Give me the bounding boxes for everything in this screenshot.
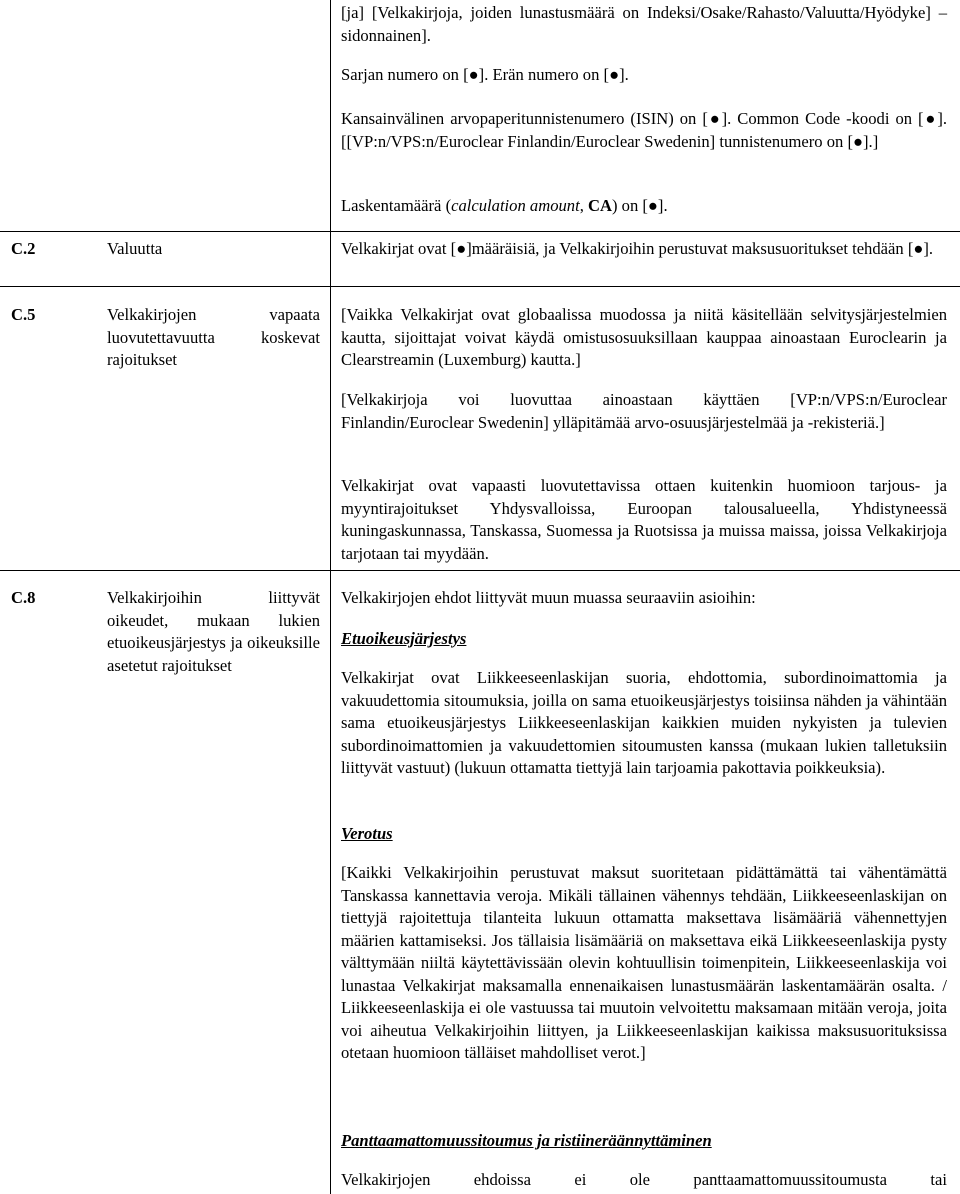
row-divider-c8	[0, 570, 330, 571]
section-label-c5: Velkakirjojen vapaata luovutettavuutta koskevat rajoitukset	[107, 305, 320, 369]
ca-prefix: Laskentamäärä (	[341, 196, 452, 215]
series-text: Sarjan numero on [●]. Erän numero on [●].	[341, 65, 629, 84]
transfer-clearing-text: [Vaikka Velkakirjat ovat globaalissa muodossa ja niitä käsitellään selvitysjärjestelmien kautta, sijoittajat voivat käydä omistusosuuksillaan kauppaa ainoastaan Euroclearin ja Clearstreamin (Luxemburg) kautta.]	[341, 305, 947, 369]
row-divider-c5-right	[330, 286, 960, 287]
ca-mid: ,	[579, 196, 588, 215]
heading-ranking: Etuoikeusjärjestys	[341, 629, 467, 648]
negative-pledge-text: Velkakirjojen ehdoissa ei ole panttaamattomuussitoumusta tai	[341, 1170, 947, 1189]
calculation-amount-text	[341, 195, 947, 218]
section-number-c5: C.5	[11, 305, 36, 324]
ca-bold: CA	[588, 196, 612, 215]
column-divider	[330, 0, 331, 1194]
section-number-c2: C.2	[11, 239, 36, 258]
section-number-c8: C.8	[11, 588, 36, 607]
taxation-text: [Kaikki Velkakirjoihin perustuvat maksut suoritetaan pidättämättä tai vähentämättä Tanskassa kannettavia veroja. Mikäli tällainen vähennys tehdään, Liikkeeseenlaskijan on tiettyjä rajoitettuja tilanteita lukuun ottamatta maksettava lisämääriä vähennettyjen määrien kattamiseksi. Jos tällaisia lisämääriä on maksettava eikä Liikkeeseenlaskija pysty välttymään niiltä käytettävissään olevin kohtuullisin toimenpitein, Liikkeeseenlaskija voi lunastaa Velkakirjat maksamalla ennenaikaisen lunastusmäärän laskentamäärän osalta. / Liikkeeseenlaskija ei ole vastuussa tai muutoin velvoitettu maksamaan mitään veroja, joita voi aiheutua Velkakirjoihin liittyen, ja Liikkeeseenlaskijan kaikissa maksusuorituksissa otetaan huomioon tälläiset mahdolliset verot.]	[341, 863, 947, 1062]
row-divider-c5	[0, 286, 330, 287]
ca-italic: calculation amount	[451, 196, 580, 215]
row-divider-c8-right	[330, 570, 960, 571]
heading-negative-pledge: Panttaamattomuussitoumus ja ristiineräännyttäminen	[341, 1131, 712, 1150]
heading-taxation: Verotus	[341, 824, 393, 843]
isin-text: Kansainvälinen arvopaperitunnistenumero (ISIN) on [●]. Common Code -koodi on [●]. [[VP:n/VPS:n/Euroclear Finlandin/Euroclear Swedenin] tunnistenumero on [●].]	[341, 109, 947, 151]
index-linked-text: [ja] [Velkakirjoja, joiden lunastusmäärä on Indeksi/Osake/Rahasto/Valuutta/Hyödyke] –sidonnainen].	[341, 3, 947, 45]
rights-intro-text: Velkakirjojen ehdot liittyvät muun muassa seuraaviin asioihin:	[341, 588, 756, 607]
row-divider-c2	[0, 231, 330, 232]
section-label-c2: Valuutta	[107, 239, 163, 258]
currency-text: Velkakirjat ovat [●]määräisiä, ja Velkakirjoihin perustuvat maksusuoritukset tehdään [●].	[341, 239, 934, 258]
row-divider-c2-right	[330, 231, 960, 232]
transfer-registry-text: [Velkakirjoja voi luovuttaa ainoastaan käyttäen [VP:n/VPS:n/Euroclear Finlandin/Euroclear Swedenin] ylläpitämää arvo-osuusjärjestelmää ja -rekisteriä.]	[341, 390, 947, 432]
ca-suffix: ) on [●].	[611, 196, 668, 215]
transfer-restrictions-text: Velkakirjat ovat vapaasti luovutettavissa ottaen kuitenkin huomioon tarjous- ja myyntirajoitukset Yhdysvalloissa, Euroopan talousalueella, Yhdistyneessä kuningaskunnassa, Tanskassa, Suomessa ja Ruotsissa ja muissa maissa, joissa Velkakirjoja tarjotaan tai myydään.	[341, 476, 947, 563]
ranking-text: Velkakirjat ovat Liikkeeseenlaskijan suoria, ehdottomia, subordinoimattomia ja vakuudettomia sitoumuksia, joilla on sama etuoikeusjärjestys toisiinsa nähden ja vähintään sama etuoikeusjärjestys Liikkeeseenlaskijan kaikkien muiden nykyisten ja tulevien subordinoimattomien ja vakuudettomien sitoumusten kanssa (mukaan lukien talletuksiin liittyvät vastuut) (lukuun ottamatta tiettyjä lain tarjoamia pakottavia poikkeuksia).	[341, 668, 947, 777]
section-label-c8: Velkakirjoihin liittyvät oikeudet, mukaan lukien etuoikeusjärjestys ja oikeuksille asetetut rajoitukset	[107, 588, 320, 675]
